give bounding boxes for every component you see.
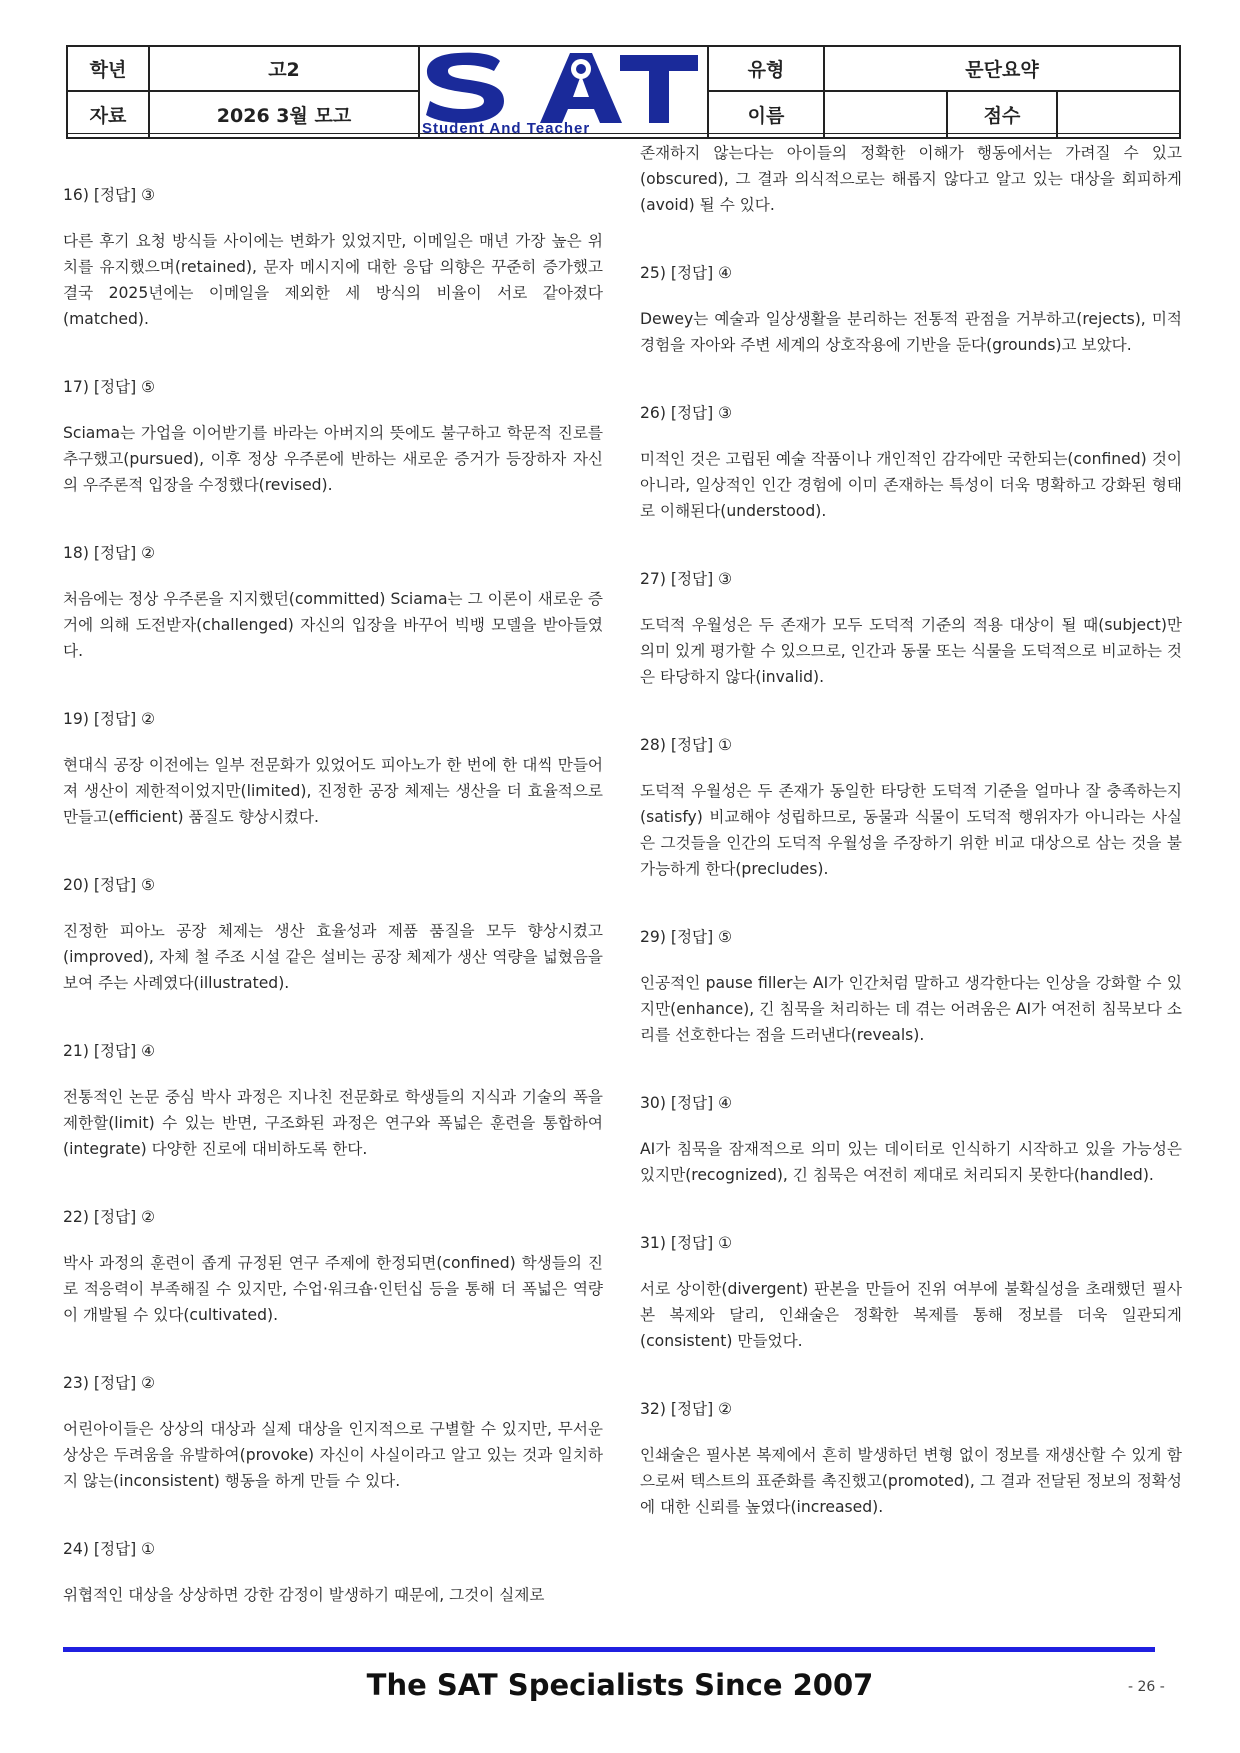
grade-label: 학년 <box>68 47 150 92</box>
left-column <box>63 140 603 1608</box>
answer-heading: 32) [정답] ② <box>640 1400 733 1418</box>
answer-heading: 30) [정답] ④ <box>640 1094 733 1112</box>
answer-heading: 18) [정답] ② <box>63 544 156 562</box>
answer-block-25 <box>640 260 1182 358</box>
worksheet-header <box>66 45 1181 139</box>
answer-block-31 <box>640 1230 1182 1354</box>
footer-slogan: The SAT Specialists Since 2007 <box>366 1668 874 1702</box>
answer-block-16 <box>63 182 603 332</box>
score-label: 점수 <box>948 92 1058 137</box>
summary-paragraph: Sciama는 가업을 이어받기를 바라는 아버지의 뜻에도 불구하고 학문적 진로를 추구했고(pursued), 이후 정상 우주론에 반하는 새로운 증거가 등장하자 자신의 우주론적 입장을 수정했다(revised). <box>63 424 603 494</box>
summary-paragraph: 인공적인 pause filler는 AI가 인간처럼 말하고 생각한다는 인상을 강화할 수 있지만(enhance), 긴 침묵을 처리하는 데 겪는 어려움은 AI가 여전히 침묵보다 소리를 선호한다는 점을 드러낸다(reveals). <box>640 974 1182 1044</box>
sat-logo <box>420 47 709 137</box>
answer-heading: 28) [정답] ① <box>640 736 733 754</box>
summary-paragraph: 박사 과정의 훈련이 좁게 규정된 연구 주제에 한정되면(confined) 학생들의 진로 적응력이 부족해질 수 있지만, 수업·워크숍·인턴십 등을 통해 더 폭넓은 역량이 개발될 수 있다(cultivated). <box>63 1254 603 1324</box>
answer-block-29 <box>640 924 1182 1048</box>
answer-heading: 27) [정답] ③ <box>640 570 733 588</box>
answer-heading: 16) [정답] ③ <box>63 186 156 204</box>
answer-block-30 <box>640 1090 1182 1188</box>
summary-paragraph: 도덕적 우월성은 두 존재가 동일한 타당한 도덕적 기준을 얼마나 잘 충족하는지(satisfy) 비교해야 성립하므로, 동물과 식물이 도덕적 행위자가 아니라는 사실은 그것들을 인간의 도덕적 우월성을 주장하기 위한 비교 대상으로 삼는 것을 불가능하게 한다(precludes). <box>640 782 1182 878</box>
answer-heading: 23) [정답] ② <box>63 1374 156 1392</box>
summary-paragraph: 도덕적 우월성은 두 존재가 모두 도덕적 기준의 적용 대상이 될 때(subject)만 의미 있게 평가할 수 있으므로, 인간과 동물 또는 식물을 도덕적으로 비교하는 것은 타당하지 않다(invalid). <box>640 616 1182 686</box>
type-label: 유형 <box>709 47 825 92</box>
answer-block-27 <box>640 566 1182 690</box>
answer-heading: 25) [정답] ④ <box>640 264 733 282</box>
summary-paragraph: 처음에는 정상 우주론을 지지했던(committed) Sciama는 그 이론이 새로운 증거에 의해 도전받자(challenged) 자신의 입장을 바꾸어 빅뱅 모델을 받아들였다. <box>63 590 603 660</box>
score-field[interactable] <box>1058 92 1179 137</box>
answer-block-17 <box>63 374 603 498</box>
source-value: 2026 3월 모고 <box>150 92 420 137</box>
answer-block-24 <box>63 1536 603 1608</box>
footer-rule <box>63 1647 1155 1652</box>
name-label: 이름 <box>709 92 825 137</box>
answer-heading: 19) [정답] ② <box>63 710 156 728</box>
answer-block-21 <box>63 1038 603 1162</box>
answer-heading: 26) [정답] ③ <box>640 404 733 422</box>
answer-heading: 21) [정답] ④ <box>63 1042 156 1060</box>
grade-value: 고2 <box>150 47 420 92</box>
answer-block-26 <box>640 400 1182 524</box>
answer-heading: 31) [정답] ① <box>640 1234 733 1252</box>
answer-heading: 20) [정답] ⑤ <box>63 876 156 894</box>
type-value: 문단요약 <box>825 47 1179 92</box>
answer-block-19 <box>63 706 603 830</box>
summary-paragraph: 미적인 것은 고립된 예술 작품이나 개인적인 감각에만 국한되는(confined) 것이 아니라, 일상적인 인간 경험에 이미 존재하는 특성이 더욱 명확하고 강화된 형태로 이해된다(understood). <box>640 450 1182 520</box>
source-label: 자료 <box>68 92 150 137</box>
summary-paragraph: 위협적인 대상을 상상하면 강한 감정이 발생하기 때문에, 그것이 실제로 <box>63 1586 545 1604</box>
answer-block-28 <box>640 732 1182 882</box>
continued-paragraph-24: 존재하지 않는다는 아이들의 정확한 이해가 행동에서는 가려질 수 있고(obscured), 그 결과 의식적으로는 해롭지 않다고 알고 있는 대상을 회피하게(avoid) 될 수 있다. <box>640 144 1182 214</box>
summary-paragraph: 서로 상이한(divergent) 판본을 만들어 진위 여부에 불확실성을 초래했던 필사본 복제와 달리, 인쇄술은 정확한 복제를 통해 정보를 더욱 일관되게(consistent) 만들었다. <box>640 1280 1182 1350</box>
summary-paragraph: Dewey는 예술과 일상생활을 분리하는 전통적 관점을 거부하고(rejects), 미적 경험을 자아와 주변 세계의 상호작용에 기반을 둔다(grounds)고 보았다. <box>640 310 1182 354</box>
name-field[interactable] <box>825 92 948 137</box>
answer-heading: 22) [정답] ② <box>63 1208 156 1226</box>
answer-heading: 17) [정답] ⑤ <box>63 378 156 396</box>
answer-block-18 <box>63 540 603 664</box>
sat-logo-letters-icon <box>422 49 700 124</box>
logo-tagline: Student And Teacher <box>422 120 591 137</box>
answer-heading: 24) [정답] ① <box>63 1540 156 1558</box>
summary-paragraph: 인쇄술은 필사본 복제에서 흔히 발생하던 변형 없이 정보를 재생산할 수 있게 함으로써 텍스트의 표준화를 촉진했고(promoted), 그 결과 전달된 정보의 정확성에 대한 신뢰를 높였다(increased). <box>640 1446 1182 1516</box>
summary-paragraph: 전통적인 논문 중심 박사 과정은 지나친 전문화로 학생들의 지식과 기술의 폭을 제한할(limit) 수 있는 반면, 구조화된 과정은 연구와 폭넓은 훈련을 통합하여(integrate) 다양한 진로에 대비하도록 한다. <box>63 1088 603 1158</box>
summary-paragraph: AI가 침묵을 잠재적으로 의미 있는 데이터로 인식하기 시작하고 있을 가능성은 있지만(recognized), 긴 침묵은 여전히 제대로 처리되지 못한다(handled). <box>640 1140 1182 1184</box>
summary-paragraph: 진정한 피아노 공장 체제는 생산 효율성과 제품 품질을 모두 향상시켰고(improved), 자체 철 주조 시설 같은 설비는 공장 체제가 생산 역량을 넓혔음을 보여 주는 사례였다(illustrated). <box>63 922 603 992</box>
answer-block-22 <box>63 1204 603 1328</box>
answer-block-23 <box>63 1370 603 1494</box>
summary-paragraph: 다른 후기 요청 방식들 사이에는 변화가 있었지만, 이메일은 매년 가장 높은 위치를 유지했으며(retained), 문자 메시지에 대한 응답 의향은 꾸준히 증가했고 결국 2025년에는 이메일을 제외한 세 방식의 비율이 서로 같아졌다(matched). <box>63 232 603 328</box>
summary-paragraph: 현대식 공장 이전에는 일부 전문화가 있었어도 피아노가 한 번에 한 대씩 만들어져 생산이 제한적이었지만(limited), 진정한 공장 체제는 생산을 더 효율적으로 만들고(efficient) 품질도 향상시켰다. <box>63 756 603 826</box>
answer-heading: 29) [정답] ⑤ <box>640 928 733 946</box>
right-column <box>640 140 1182 1520</box>
page-number: - 26 - <box>1128 1679 1165 1695</box>
summary-paragraph: 어린아이들은 상상의 대상과 실제 대상을 인지적으로 구별할 수 있지만, 무서운 상상은 두려움을 유발하여(provoke) 자신이 사실이라고 알고 있는 것과 일치하지 않는(inconsistent) 행동을 하게 만들 수 있다. <box>63 1420 603 1490</box>
answer-block-20 <box>63 872 603 996</box>
header-double-rule <box>68 133 1179 137</box>
answer-block-32 <box>640 1396 1182 1520</box>
